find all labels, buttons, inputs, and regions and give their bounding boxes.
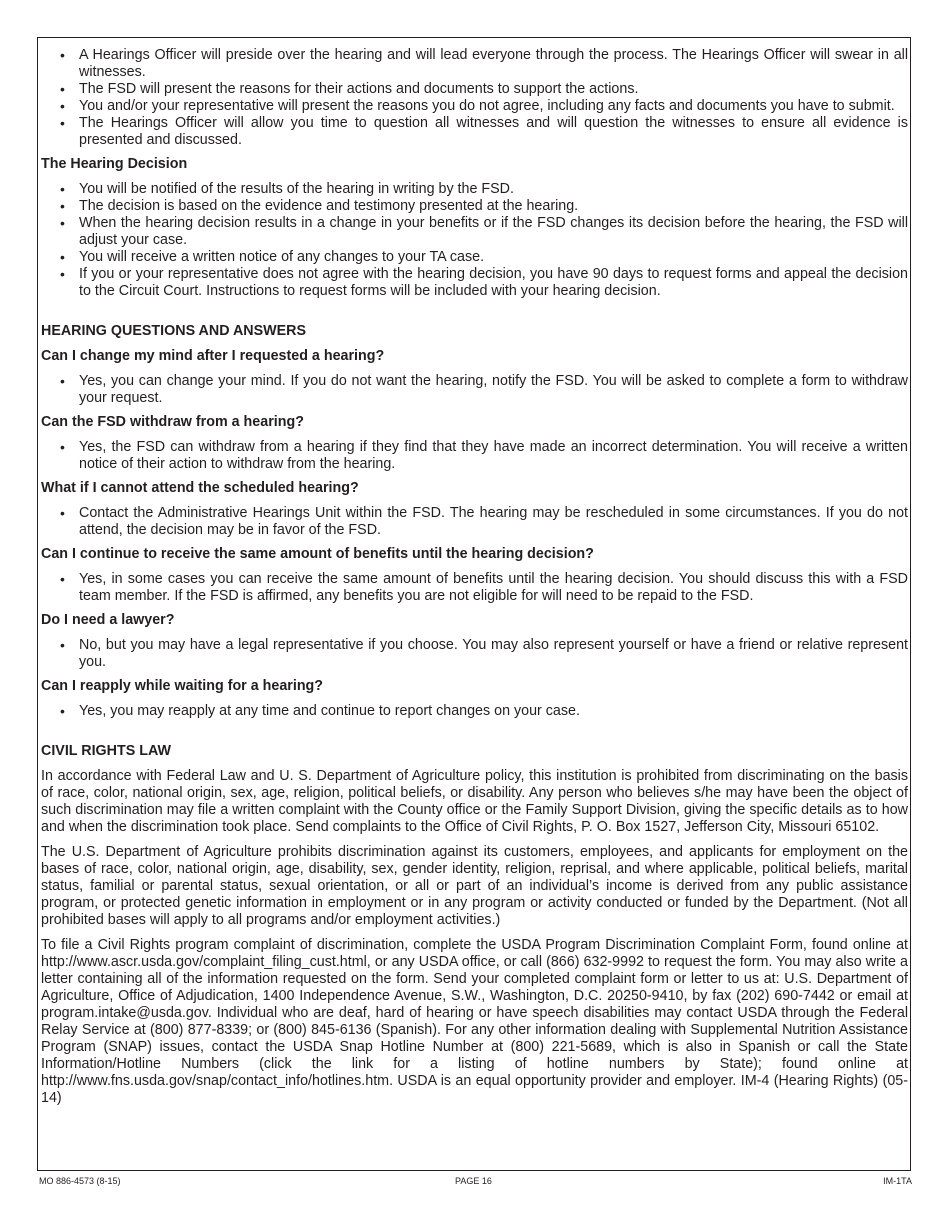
answer: • Yes, you may reapply at any time and continue to report changes on your case. — [41, 703, 908, 720]
answer: • Yes, the FSD can withdraw from a hearing if they find that they have made an incorrect determination. You will receive a written notice of their action to withdraw from the hearing. — [41, 439, 908, 473]
list-item: • You and/or your representative will present the reasons you do not agree, including any facts and documents you have to submit. — [41, 98, 908, 115]
list-item: • The Hearings Officer will allow you time to question all witnesses and will question the witnesses to ensure all evidence is presented and discussed. — [41, 115, 908, 149]
civil-rights-paragraph: In accordance with Federal Law and U. S. Department of Agriculture policy, this institution is prohibited from discriminating on the basis of race, color, national origin, sex, age, religion, political beliefs, or disability. Any person who believes s/he may have been the object of such discrimination may file a written complaint with the County office or the Family Support Division, giving the specific details as to how and when the discrimination took place. Send complaints to the Office of Civil Rights, P. O. Box 1527, Jefferson City, Missouri 65102. — [41, 768, 908, 835]
list-item: • If you or your representative does not agree with the hearing decision, you have 90 days to request forms and appeal the decision to the Circuit Court. Instructions to request forms will be included with your hearing decision. — [41, 266, 908, 300]
answer-list — [41, 703, 908, 720]
question: Can I continue to receive the same amount of benefits until the hearing decision? — [41, 546, 594, 562]
document-body — [41, 47, 908, 1107]
form-code: IM-1TA — [883, 1176, 912, 1186]
answer: • Contact the Administrative Hearings Unit within the FSD. The hearing may be rescheduled in some circumstances. If you do not attend, the decision may be in favor of the FSD. — [41, 505, 908, 539]
list-item: • A Hearings Officer will preside over the hearing and will lead everyone through the process. The Hearings Officer will swear in all witnesses. — [41, 47, 908, 81]
answer: • No, but you may have a legal representative if you choose. You may also represent yourself or have a friend or relative represent you. — [41, 637, 908, 671]
civil-rights-paragraph: The U.S. Department of Agriculture prohibits discrimination against its customers, employees, and applicants for employment on the bases of race, color, national origin, age, disability, sex, gender identity, religion, reprisal, and where applicable, political beliefs, marital status, familial or parental status, sexual orientation, or all or part of an individual’s income is derived from any public assistance program, or protected genetic information in employment or in any program or activity conducted or funded by the Department. (Not all prohibited bases will apply to all programs and/or employment activities.) — [41, 844, 908, 928]
list-item: • You will be notified of the results of the hearing in writing by the FSD. — [41, 181, 908, 198]
list-item: • The FSD will present the reasons for their actions and documents to support the actions. — [41, 81, 908, 98]
answer: • Yes, you can change your mind. If you do not want the hearing, notify the FSD. You will be asked to complete a form to withdraw your request. — [41, 373, 908, 407]
answer-list — [41, 505, 908, 539]
question: Can I reapply while waiting for a hearing? — [41, 678, 324, 694]
answer-list — [41, 439, 908, 473]
question: Do I need a lawyer? — [41, 612, 175, 628]
answer-list — [41, 571, 908, 605]
answer-list — [41, 373, 908, 407]
question: What if I cannot attend the scheduled hearing? — [41, 480, 359, 496]
list-item: • When the hearing decision results in a change in your benefits or if the FSD changes its decision before the hearing, the FSD will adjust your case. — [41, 215, 908, 249]
hearing-process-list — [41, 47, 908, 149]
answer-list — [41, 637, 908, 671]
question: Can I change my mind after I requested a hearing? — [41, 348, 385, 364]
civil-rights-title: CIVIL RIGHTS LAW — [41, 743, 171, 759]
answer: • Yes, in some cases you can receive the same amount of benefits until the hearing decision. You should discuss this with a FSD team member. If the FSD is affirmed, any benefits you are not eligible for will need to be repaid to the FSD. — [41, 571, 908, 605]
decision-heading: The Hearing Decision — [41, 156, 188, 172]
question: Can the FSD withdraw from a hearing? — [41, 414, 304, 430]
list-item: • The decision is based on the evidence and testimony presented at the hearing. — [41, 198, 908, 215]
page-number: PAGE 16 — [455, 1176, 492, 1186]
civil-rights-paragraph: To file a Civil Rights program complaint of discrimination, complete the USDA Program Discrimination Complaint Form, found online at http://www.ascr.usda.gov/complaint_filing_cust.html, or any USDA office, or call (866) 632-9992 to request the form. You may also write a letter containing all of the information requested on the form. Send your completed complaint form or letter to us at: U.S. Department of Agriculture, Office of Adjudication, 1400 Independence Avenue, S.W., Washington, D.C. 20250-9410, by fax (202) 690-7442 or email at program.intake@usda.gov. Individual who are deaf, hard of hearing or have speech disabilities may contact USDA through the Federal Relay Service at (800) 877-8339; or (800) 845-6136 (Spanish). For any other information dealing with Supplemental Nutrition Assistance Program (SNAP) issues, contact the USDA Snap Hotline Number at (800) 221-5689, which is also in Spanish or call the State Information/Hotline Numbers (click the link for a listing of hotline numbers by State); found online at http://www.fns.usda.gov/snap/contact_info/hotlines.htm. USDA is an equal opportunity provider and employer. IM-4 (Hearing Rights) (05-14) — [41, 937, 908, 1106]
decision-list — [41, 181, 908, 300]
list-item: • You will receive a written notice of any changes to your TA case. — [41, 249, 908, 266]
form-number: MO 886-4573 (8-15) — [39, 1176, 121, 1186]
qa-section-title: HEARING QUESTIONS AND ANSWERS — [41, 323, 307, 339]
